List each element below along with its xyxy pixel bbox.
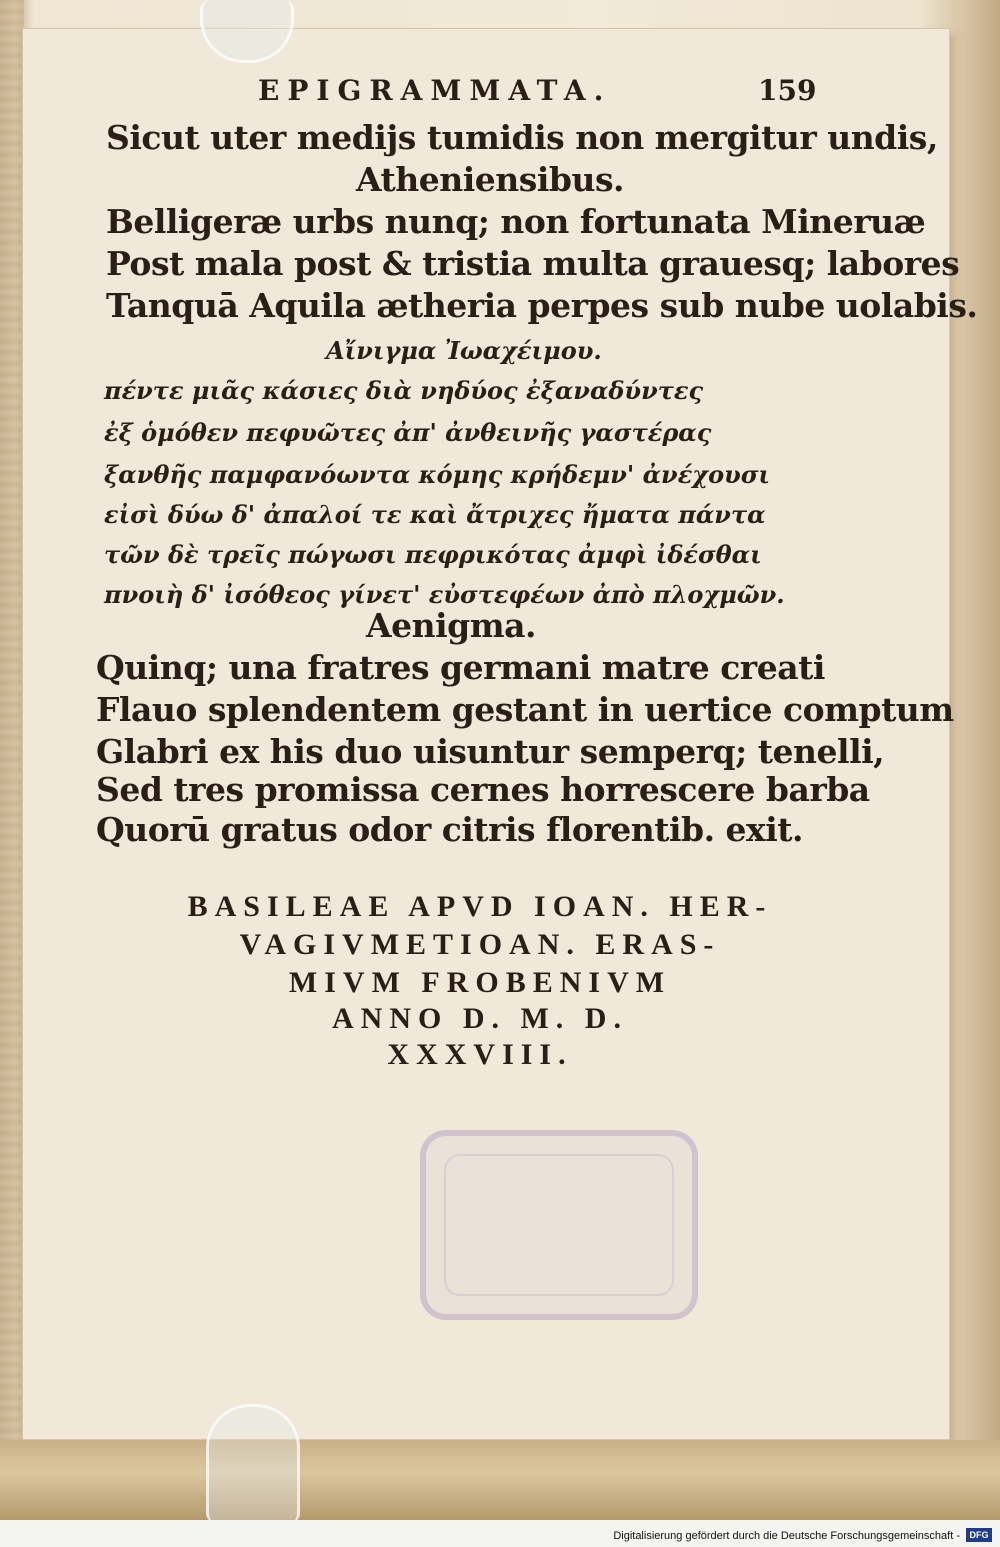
greek-line: εἰσὶ δύω δ' ἀπαλοί τε καὶ ἄτριχες ἤματα πάντα (104, 500, 766, 529)
greek-heading: Αἴνιγμα Ἰωαχέιμου. (326, 336, 602, 365)
book-spine-edge (0, 0, 24, 1520)
imprint-line: MIVM FROBENIVM (288, 966, 672, 999)
greek-line: πνοιὴ δ' ἰσόθεος γίνετ' εὐστεφέων ἀπὸ πλοχμῶν. (104, 580, 785, 609)
text-line: Quorū gratus odor citris florentib. exit. (96, 810, 803, 849)
imprint-line: ANNO D. M. D. (332, 1002, 628, 1035)
text-line: Tanquā Aquila ætheria perpes sub nube uolabis. (106, 286, 978, 325)
text-line: Flauo splendentem gestant in uertice comptum (96, 690, 954, 729)
section-heading: Aenigma. (366, 606, 536, 645)
page-number: 159 (758, 74, 817, 107)
greek-line: τῶν δὲ τρεῖς πώγωσι πεφρικότας ἀμφὶ ἰδέσθαι (104, 540, 762, 569)
dfg-logo: DFG (966, 1528, 992, 1542)
text-line: Sed tres promissa cernes horrescere barba (96, 770, 870, 809)
imprint-line: BASILEAE APVD IOAN. HER- (187, 890, 773, 923)
greek-line: πέντε μιᾶς κάσιες διὰ νηδύος ἐξαναδύντες (104, 376, 704, 405)
greek-line: ξανθῆς παμφανόωντα κόμης κρήδεμν' ἀνέχουσι (104, 460, 771, 489)
text-line: Quinq; una fratres germani matre creati (96, 648, 825, 687)
library-stamp (420, 1130, 698, 1320)
section-heading: Atheniensibus. (356, 160, 625, 199)
greek-line: ἐξ ὁμόθεν πεφυῶτες ἀπ' ἀνθεινῆς γαστέρας (104, 418, 712, 447)
page-clip-bottom (206, 1404, 300, 1523)
text-line: Sicut uter medijs tumidis non mergitur undis, (106, 118, 938, 157)
imprint-line: VAGIVMETIOAN. ERAS- (239, 928, 721, 961)
imprint-line: XXXVIII. (387, 1038, 573, 1071)
text-line: Belligeræ urbs nunq; non fortunata Mineruæ (106, 202, 926, 241)
text-line: Post mala post & tristia multa grauesq; labores (106, 244, 960, 283)
footer-credit: Digitalisierung gefördert durch die Deutsche Forschungsgemeinschaft - (613, 1530, 960, 1542)
book-board-bottom (0, 1440, 1000, 1520)
running-header: EPIGRAMMATA. (258, 74, 612, 107)
text-line: Glabri ex his duo uisuntur semperq; tenelli, (96, 732, 885, 771)
